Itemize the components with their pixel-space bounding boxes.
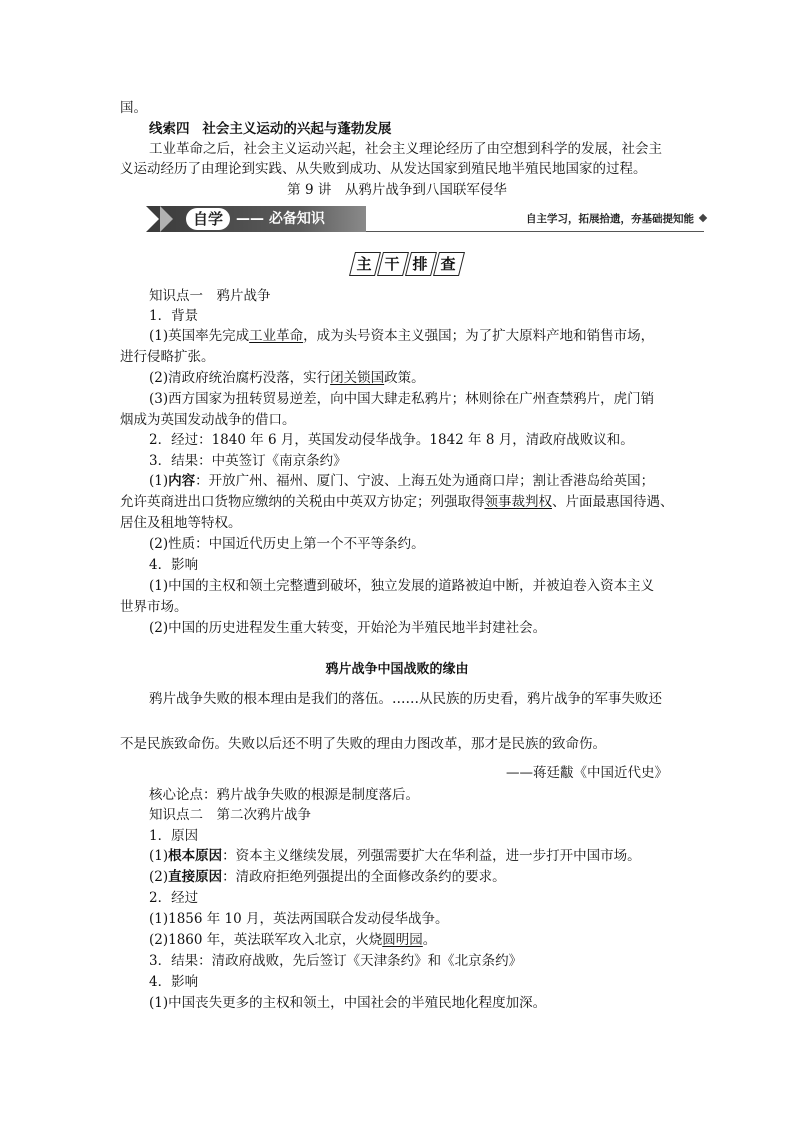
- paragraph-line: [149, 327, 654, 345]
- paragraph-line: 进行侵略扩张。: [120, 349, 215, 365]
- banner-pill: 自学: [186, 208, 230, 230]
- text: 允许英商进出口货物应缴纳的关税由中英双方协定；列强取得: [120, 494, 485, 510]
- text: ：资本主义继续发展，列强需要扩大在华利益，进一步打开中国市场。: [222, 848, 641, 864]
- text: (1)英国率先完成: [149, 328, 250, 344]
- divider: [366, 231, 704, 232]
- section-char: 主: [356, 255, 372, 273]
- paragraph-line: 世界市场。: [120, 599, 188, 615]
- paragraph-line: 义运动经历了由理论到实践、从失败到成功、从发达国家到殖民地半殖民地国家的过程。: [120, 161, 647, 177]
- paragraph-line: (2)中国的历史进程发生重大转变，开始沦为半殖民地半封建社会。: [149, 620, 547, 636]
- paragraph-line: (1)1856 年 10 月，英法两国联合发动侵华战争。: [149, 911, 449, 927]
- paragraph-line: [120, 493, 674, 511]
- text: (2)清政府统治腐朽没落，实行: [149, 370, 331, 386]
- text: 政策。: [384, 370, 425, 386]
- paragraph-line: [149, 369, 425, 387]
- paragraph-line: (3)西方国家为扭转贸易逆差，向中国大肆走私鸦片；林则徐在广州查禁鸦片，虎门销: [149, 391, 655, 407]
- clue-label: 线索四: [149, 121, 190, 137]
- paragraph-line: 工业革命之后，社会主义运动兴起，社会主义理论经历了由空想到科学的发展，社会主: [149, 141, 662, 157]
- paragraph-line: (1)中国的主权和领土完整遭到破坏，独立发展的道路被迫中断，并被迫卷入资本主义: [149, 578, 655, 594]
- text: (1): [149, 473, 169, 489]
- quote-source: ——蒋廷黻《中国近代史》: [506, 765, 668, 781]
- sub-heading: 4．影响: [149, 557, 199, 573]
- sub-heading: 1．背景: [149, 308, 199, 324]
- paragraph-line: 烟成为英国发动战争的借口。: [120, 412, 296, 428]
- quote-line: 不是民族致命伤。失败以后还不明了失败的理由力图改革，那才是民族的致命伤。: [120, 736, 606, 752]
- section-char: 排: [412, 255, 428, 273]
- paragraph-line: (1)中国丧失更多的主权和领土，中国社会的半殖民地化程度加深。: [149, 995, 547, 1011]
- paragraph-line: [149, 931, 436, 949]
- text: ，成为头号资本主义强国；为了扩大原料产地和销售市场，: [303, 328, 655, 344]
- key-term: 闭关锁国: [330, 370, 385, 386]
- paragraph-line: [149, 472, 654, 490]
- diamond-icon: [699, 214, 707, 222]
- paragraph-line: 2．经过：1840 年 6 月，英国发动侵华战争。1842 年 8 月，清政府战败议和。: [149, 432, 634, 448]
- knowledge-heading: 知识点一 鸦片战争: [149, 288, 271, 304]
- sub-heading: 2．经过: [149, 890, 199, 906]
- sub-heading: 3．结果：清政府战败，先后签订《天津条约》和《北京条约》: [149, 953, 523, 969]
- chevron-icon: [146, 206, 159, 232]
- text: ：开放广州、福州、厦门、宁波、上海五处为通商口岸；割让香港岛给英国；: [195, 473, 655, 489]
- lecture-title: 第 9 讲 从鸦片战争到八国联军侵华: [287, 182, 507, 198]
- section-banner: [146, 204, 706, 234]
- paragraph-line: [149, 847, 641, 865]
- knowledge-heading: 知识点二 第二次鸦片战争: [149, 807, 311, 823]
- chevron-icon: [160, 206, 173, 232]
- section-char: 干: [384, 255, 400, 273]
- bold-label: 内容: [168, 473, 196, 489]
- section-char: 查: [440, 255, 456, 273]
- clue-heading: [149, 120, 391, 138]
- key-term: 工业革命: [249, 328, 304, 344]
- text: (2): [149, 869, 169, 885]
- banner-hint: 自主学习，拓展拾遗，夯基础提知能: [526, 213, 694, 225]
- paragraph-line: 居住及租地等特权。: [120, 515, 242, 531]
- clue-title: 社会主义运动的兴起与蓬勃发展: [202, 121, 392, 137]
- sub-heading: 1．原因: [149, 828, 199, 844]
- text: (1): [149, 848, 169, 864]
- bold-label: 根本原因: [168, 848, 223, 864]
- text-line: 国。: [120, 100, 147, 116]
- core-argument: 核心论点：鸦片战争失败的根源是制度落后。: [149, 787, 419, 803]
- quote-line: 鸦片战争失败的根本理由是我们的落伍。……从民族的历史看，鸦片战争的军事失败还: [149, 691, 662, 707]
- sub-heading: 3．结果：中英签订《南京条约》: [149, 453, 347, 469]
- box-title: 鸦片战争中国战败的缘由: [325, 662, 469, 677]
- paragraph-line: [149, 868, 506, 886]
- key-term: 领事裁判权: [484, 494, 552, 510]
- key-term: 圆明园: [382, 932, 423, 948]
- sub-heading: 4．影响: [149, 974, 199, 990]
- banner-title: —— 必备知识: [236, 211, 325, 227]
- text: ：清政府拒绝列强提出的全面修改条约的要求。: [222, 869, 506, 885]
- text: 。: [422, 932, 437, 948]
- text: (2)1860 年，英法联军攻入北京，火烧: [149, 932, 383, 948]
- text: 、片面最惠国待遇、: [552, 494, 674, 510]
- paragraph-line: (2)性质：中国近代历史上第一个不平等条约。: [149, 536, 425, 552]
- bold-label: 直接原因: [168, 869, 223, 885]
